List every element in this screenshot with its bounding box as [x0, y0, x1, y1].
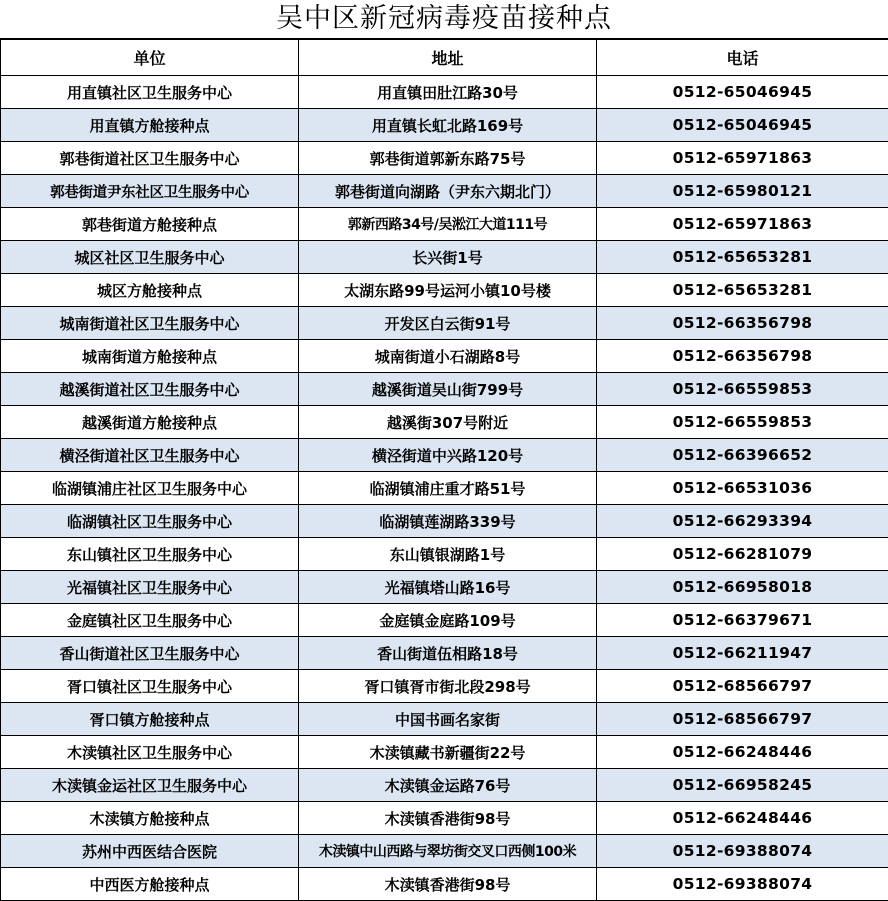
cell-address: 香山街道伍相路18号	[299, 637, 597, 670]
column-header-unit: 单位	[1, 40, 299, 76]
table-row	[1, 307, 888, 340]
cell-unit: 城南街道方舱接种点	[1, 340, 299, 373]
cell-phone: 0512-66559853	[597, 373, 888, 406]
cell-phone: 0512-66958245	[597, 769, 888, 802]
table-row	[1, 76, 888, 109]
cell-address: 木渎镇藏书新疆街22号	[299, 736, 597, 769]
cell-unit: 临湖镇社区卫生服务中心	[1, 505, 299, 538]
cell-unit: 木渎镇金运社区卫生服务中心	[1, 769, 299, 802]
cell-address: 木渎镇香港街98号	[299, 802, 597, 835]
cell-phone: 0512-65046945	[597, 109, 888, 142]
cell-unit: 用直镇社区卫生服务中心	[1, 76, 299, 109]
cell-address: 用直镇长虹北路169号	[299, 109, 597, 142]
table-row	[1, 538, 888, 571]
table-row	[1, 571, 888, 604]
cell-phone: 0512-66356798	[597, 340, 888, 373]
table-row	[1, 736, 888, 769]
cell-phone: 0512-66281079	[597, 538, 888, 571]
cell-unit: 胥口镇方舱接种点	[1, 703, 299, 736]
cell-address: 木渎镇香港街98号	[299, 868, 597, 901]
cell-address: 郭新西路34号/吴淞江大道111号	[299, 208, 597, 241]
cell-address: 临湖镇浦庄重才路51号	[299, 472, 597, 505]
cell-unit: 郭巷街道方舱接种点	[1, 208, 299, 241]
cell-address: 越溪街307号附近	[299, 406, 597, 439]
table-row	[1, 670, 888, 703]
cell-phone: 0512-65980121	[597, 175, 888, 208]
table-row	[1, 637, 888, 670]
cell-phone: 0512-66248446	[597, 802, 888, 835]
table-row	[1, 142, 888, 175]
vaccination-sites-table	[0, 39, 888, 901]
table-header-row	[1, 40, 888, 76]
cell-address: 用直镇田肚江路30号	[299, 76, 597, 109]
cell-phone: 0512-66248446	[597, 736, 888, 769]
cell-phone: 0512-66958018	[597, 571, 888, 604]
page-title: 吴中区新冠病毒疫苗接种点	[0, 0, 888, 39]
cell-address: 木渎镇金运路76号	[299, 769, 597, 802]
cell-unit: 木渎镇社区卫生服务中心	[1, 736, 299, 769]
cell-address: 东山镇银湖路1号	[299, 538, 597, 571]
table-row	[1, 769, 888, 802]
cell-unit: 郭巷街道尹东社区卫生服务中心	[1, 175, 299, 208]
cell-phone: 0512-66356798	[597, 307, 888, 340]
cell-address: 太湖东路99号运河小镇10号楼	[299, 274, 597, 307]
cell-unit: 临湖镇浦庄社区卫生服务中心	[1, 472, 299, 505]
cell-address: 越溪街道吴山街799号	[299, 373, 597, 406]
cell-phone: 0512-69388074	[597, 835, 888, 868]
cell-address: 郭巷街道郭新东路75号	[299, 142, 597, 175]
cell-address: 胥口镇胥市街北段298号	[299, 670, 597, 703]
table-row	[1, 406, 888, 439]
table-row	[1, 802, 888, 835]
cell-unit: 胥口镇社区卫生服务中心	[1, 670, 299, 703]
cell-unit: 香山街道社区卫生服务中心	[1, 637, 299, 670]
table-row	[1, 175, 888, 208]
cell-phone: 0512-66531036	[597, 472, 888, 505]
table-row	[1, 439, 888, 472]
table-row	[1, 274, 888, 307]
table-row	[1, 703, 888, 736]
table-row	[1, 604, 888, 637]
cell-phone: 0512-69388074	[597, 868, 888, 901]
cell-phone: 0512-65971863	[597, 208, 888, 241]
cell-unit: 城区社区卫生服务中心	[1, 241, 299, 274]
cell-unit: 东山镇社区卫生服务中心	[1, 538, 299, 571]
cell-phone: 0512-66211947	[597, 637, 888, 670]
column-header-address: 地址	[299, 40, 597, 76]
table-row	[1, 340, 888, 373]
cell-unit: 越溪街道社区卫生服务中心	[1, 373, 299, 406]
cell-unit: 光福镇社区卫生服务中心	[1, 571, 299, 604]
cell-address: 横泾街道中兴路120号	[299, 439, 597, 472]
table-row	[1, 241, 888, 274]
cell-unit: 越溪街道方舱接种点	[1, 406, 299, 439]
cell-unit: 城南街道社区卫生服务中心	[1, 307, 299, 340]
cell-unit: 苏州中西医结合医院	[1, 835, 299, 868]
table-row	[1, 472, 888, 505]
table-row	[1, 835, 888, 868]
cell-phone: 0512-66379671	[597, 604, 888, 637]
cell-phone: 0512-65046945	[597, 76, 888, 109]
cell-phone: 0512-66293394	[597, 505, 888, 538]
cell-phone: 0512-66559853	[597, 406, 888, 439]
cell-unit: 横泾街道社区卫生服务中心	[1, 439, 299, 472]
cell-phone: 0512-66396652	[597, 439, 888, 472]
cell-phone: 0512-68566797	[597, 703, 888, 736]
cell-phone: 0512-65653281	[597, 274, 888, 307]
cell-unit: 木渎镇方舱接种点	[1, 802, 299, 835]
cell-unit: 城区方舱接种点	[1, 274, 299, 307]
cell-address: 城南街道小石湖路8号	[299, 340, 597, 373]
cell-unit: 金庭镇社区卫生服务中心	[1, 604, 299, 637]
cell-unit: 郭巷街道社区卫生服务中心	[1, 142, 299, 175]
cell-address: 郭巷街道向湖路（尹东六期北门）	[299, 175, 597, 208]
table-row	[1, 208, 888, 241]
cell-address: 中国书画名家街	[299, 703, 597, 736]
cell-unit: 用直镇方舱接种点	[1, 109, 299, 142]
cell-address: 木渎镇中山西路与翠坊街交叉口西侧100米	[299, 835, 597, 868]
cell-address: 开发区白云街91号	[299, 307, 597, 340]
cell-phone: 0512-65653281	[597, 241, 888, 274]
cell-address: 临湖镇莲湖路339号	[299, 505, 597, 538]
table-row	[1, 505, 888, 538]
cell-address: 长兴街1号	[299, 241, 597, 274]
cell-address: 金庭镇金庭路109号	[299, 604, 597, 637]
cell-unit: 中西医方舱接种点	[1, 868, 299, 901]
table-body	[1, 76, 888, 901]
table-row	[1, 868, 888, 901]
table-row	[1, 373, 888, 406]
table-row	[1, 109, 888, 142]
cell-phone: 0512-68566797	[597, 670, 888, 703]
column-header-phone: 电话	[597, 40, 888, 76]
cell-address: 光福镇塔山路16号	[299, 571, 597, 604]
cell-phone: 0512-65971863	[597, 142, 888, 175]
